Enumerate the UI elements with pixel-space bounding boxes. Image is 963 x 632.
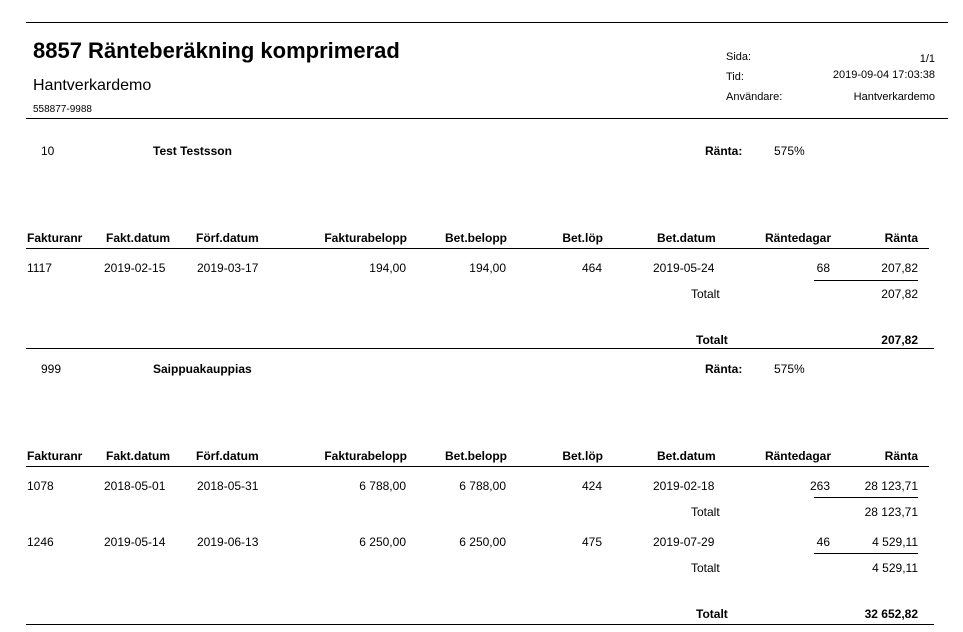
user-label: Användare: [726, 91, 783, 103]
col-forf-datum: Förf.datum [196, 231, 259, 245]
org-number: 558877-9988 [33, 104, 92, 115]
customer-number: 10 [41, 144, 55, 158]
col-bet-lop: Bet.löp [562, 449, 603, 463]
invoice-number: 1078 [27, 479, 54, 493]
customer-total-value: 32 652,82 [864, 607, 918, 621]
paid-amount: 194,00 [469, 261, 506, 275]
col-rantedagar: Räntedagar [764, 231, 831, 245]
payment-number: 424 [581, 479, 602, 493]
time-label: Tid: [726, 71, 744, 83]
col-fakturanr: Fakturanr [27, 449, 83, 463]
rate-value: 575% [774, 144, 805, 158]
invoice-date: 2019-02-15 [104, 261, 166, 275]
payment-date: 2019-07-29 [653, 535, 715, 549]
subtotal-rule [814, 497, 918, 498]
interest-days: 46 [816, 535, 830, 549]
due-date: 2019-06-13 [197, 535, 259, 549]
interest-amount: 28 123,71 [864, 479, 918, 493]
subtotal-label: Totalt [691, 561, 720, 575]
payment-number: 464 [581, 261, 602, 275]
due-date: 2019-03-17 [197, 261, 259, 275]
invoice-date: 2019-05-14 [104, 535, 166, 549]
payment-date: 2019-05-24 [653, 261, 715, 275]
col-fakturabelopp: Fakturabelopp [324, 449, 407, 463]
subtotal-value: 207,82 [881, 287, 918, 301]
company-name: Hantverkardemo [33, 77, 152, 94]
due-date: 2018-05-31 [197, 479, 259, 493]
interest-amount: 207,82 [881, 261, 918, 275]
invoice-amount: 6 788,00 [359, 479, 406, 493]
invoice-amount: 6 250,00 [359, 535, 406, 549]
page-value: 1/1 [919, 53, 935, 65]
report-title: 8857 Ränteberäkning komprimerad [33, 38, 400, 63]
interest-amount: 4 529,11 [872, 535, 918, 549]
col-rantedagar: Räntedagar [764, 449, 831, 463]
invoice-number: 1117 [27, 261, 52, 275]
col-forf-datum: Förf.datum [196, 449, 259, 463]
invoice-amount: 194,00 [369, 261, 406, 275]
subtotal-label: Totalt [691, 505, 720, 519]
paid-amount: 6 250,00 [459, 535, 506, 549]
payment-date: 2019-02-18 [653, 479, 715, 493]
rate-label: Ränta: [705, 362, 743, 376]
subtotal-rule [814, 553, 918, 554]
col-fakt-datum: Fakt.datum [106, 231, 171, 245]
col-bet-lop: Bet.löp [562, 231, 603, 245]
payment-number: 475 [581, 535, 602, 549]
col-ranta: Ränta [884, 449, 918, 463]
rate-value: 575% [774, 362, 805, 376]
rate-label: Ränta: [705, 144, 743, 158]
user-value: Hantverkardemo [853, 91, 935, 103]
customer-total-label: Totalt [696, 607, 728, 621]
table-header-rule [26, 466, 929, 467]
table-header-rule [26, 248, 929, 249]
customer-name: Saippuakauppias [153, 362, 252, 376]
subtotal-label: Totalt [691, 287, 720, 301]
col-bet-datum: Bet.datum [657, 449, 716, 463]
interest-days: 263 [809, 479, 830, 493]
col-bet-datum: Bet.datum [657, 231, 716, 245]
col-ranta: Ränta [884, 231, 918, 245]
subtotal-value: 4 529,11 [872, 561, 918, 575]
invoice-number: 1246 [27, 535, 54, 549]
section-divider [26, 624, 934, 625]
subtotal-rule [814, 280, 918, 281]
subtotal-value: 28 123,71 [864, 505, 918, 519]
invoice-date: 2018-05-01 [104, 479, 166, 493]
header-top-rule [26, 22, 948, 23]
customer-total-label: Totalt [696, 333, 728, 347]
customer-number: 999 [41, 362, 62, 376]
col-fakturanr: Fakturanr [27, 231, 83, 245]
col-fakturabelopp: Fakturabelopp [324, 231, 407, 245]
section-divider [26, 348, 934, 349]
col-bet-belopp: Bet.belopp [445, 231, 507, 245]
time-value: 2019-09-04 17:03:38 [832, 69, 935, 81]
customer-total-value: 207,82 [881, 333, 918, 347]
interest-days: 68 [816, 261, 830, 275]
col-fakt-datum: Fakt.datum [106, 449, 171, 463]
col-bet-belopp: Bet.belopp [445, 449, 507, 463]
paid-amount: 6 788,00 [459, 479, 506, 493]
page-label: Sida: [726, 51, 752, 63]
customer-name: Test Testsson [153, 144, 232, 158]
header-bottom-rule [26, 118, 948, 119]
